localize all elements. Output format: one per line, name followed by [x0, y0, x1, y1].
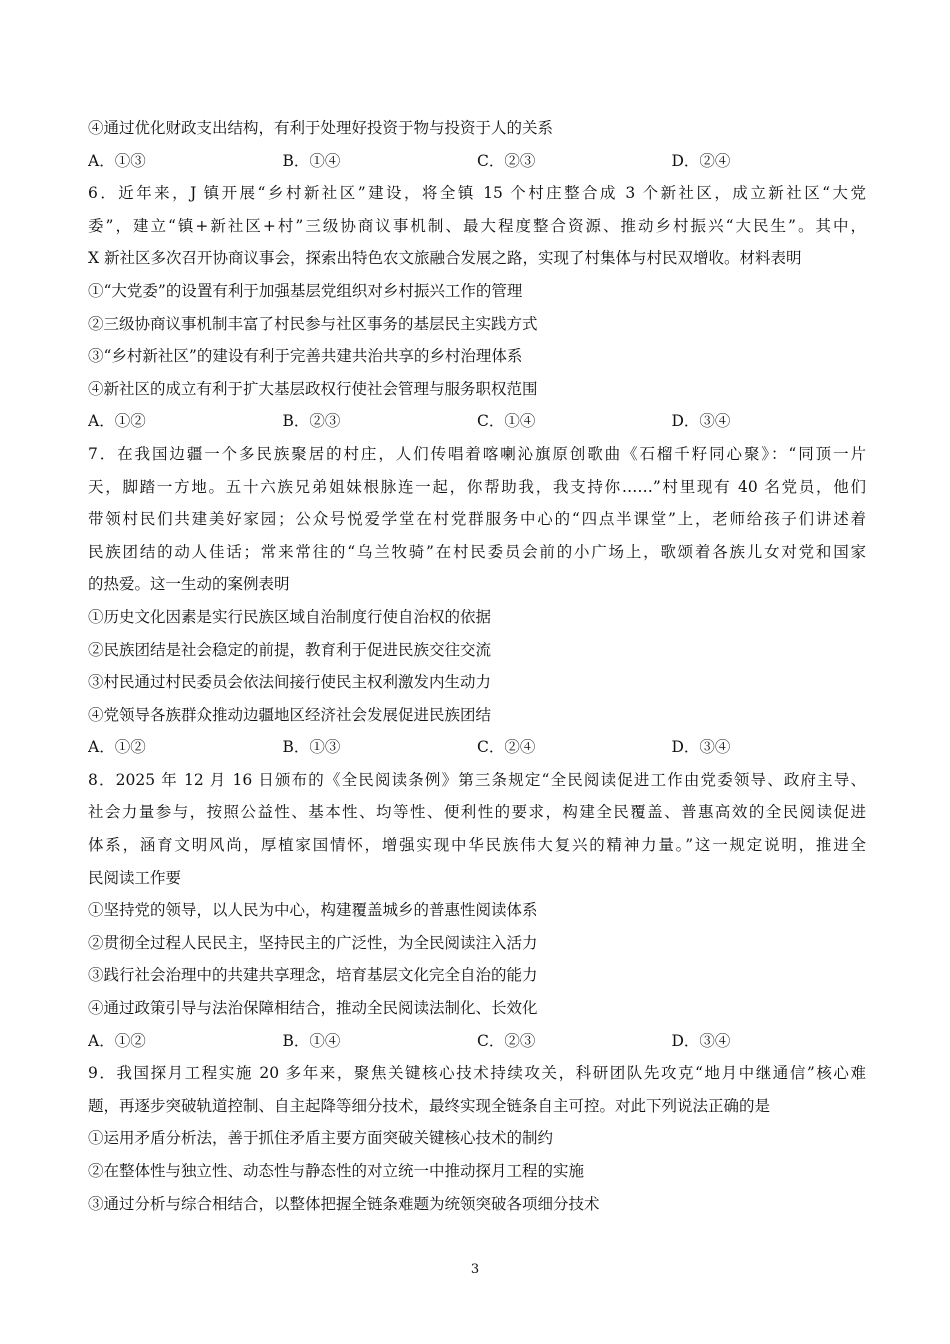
statement: ①运用矛盾分析法，善于抓住矛盾主要方面突破关键核心技术的制约: [88, 1129, 554, 1148]
statement: ②贯彻全过程人民民主，坚持民主的广泛性，为全民阅读注入活力: [88, 933, 538, 952]
option-c: C．①④: [477, 412, 536, 431]
question-8: [88, 764, 866, 1057]
statement: ①历史文化因素是实行民族区域自治制度行使自治权的依据: [88, 607, 492, 626]
options-row: [88, 145, 866, 178]
question-9: [88, 1057, 866, 1220]
statement: ④党领导各族群众推动边疆地区经济社会发展促进民族团结: [88, 705, 492, 724]
options-row: [88, 1025, 866, 1058]
option-d: D．③④: [671, 412, 731, 431]
statement: ③“乡村新社区”的建设有利于完善共建共治共享的乡村治理体系: [88, 347, 523, 366]
options-row: [88, 405, 866, 438]
statement: ③通过分析与综合相结合，以整体把握全链条难题为统领突破各项细分技术: [88, 1194, 600, 1213]
option-b: B．②③: [282, 412, 341, 431]
option-d: D．②④: [671, 151, 731, 170]
question-stem-line: 6．近年来，J 镇开展“乡村新社区”建设，将全镇 15 个村庄整合成 3 个新社区，成立新社区“大党: [88, 184, 866, 203]
question-stem-line: 体系，涵育文明风尚，厚植家国情怀，增强实现中华民族伟大复兴的精神力量。”这一规定说明，推进全: [88, 836, 866, 855]
statement: ③村民通过村民委员会依法间接行使民主权利激发内生动力: [88, 673, 492, 692]
question-stem-line: 的热爱。这一生动的案例表明: [88, 575, 290, 594]
question-stem-line: 7．在我国边疆一个多民族聚居的村庄，人们传唱着喀喇沁旗原创歌曲《石榴千籽同心聚》：“同顶一片: [88, 444, 866, 463]
question-stem-line: 9．我国探月工程实施 20 多年来，聚焦关键核心技术持续攻关，科研团队先攻克“地月中继通信”核心难: [88, 1064, 866, 1083]
option-a: A．①②: [88, 738, 146, 757]
question-7: [88, 438, 866, 764]
question-stem-line: 民阅读工作要: [88, 868, 182, 887]
option-d: D．③④: [671, 1031, 731, 1050]
options-row: [88, 731, 866, 764]
question-stem-line: 委”，建立“镇+新社区+村”三级协商议事机制、最大程度整合资源、推动乡村振兴“大民生”。其中，: [88, 216, 866, 235]
statement: ②民族团结是社会稳定的前提，教育利于促进民族交往交流: [88, 640, 492, 659]
option-a: A．①②: [88, 412, 146, 431]
question-stem-line: 天，脚踏一方地。五十六族兄弟姐妹根脉连一起，你帮助我，我支持你……”村里现有 40 名党员，他们: [88, 477, 866, 496]
question-6: [88, 177, 866, 438]
question-stem-line: 题，再逐步突破轨道控制、自主起降等细分技术，最终实现全链条自主可控。对此下列说法正确的是: [88, 1096, 771, 1115]
statement: ②三级协商议事机制丰富了村民参与社区事务的基层民主实践方式: [88, 314, 538, 333]
option-c: C．②③: [477, 1031, 536, 1050]
option-b: B．①④: [282, 151, 341, 170]
page-number: 3: [470, 1262, 480, 1277]
option-c: C．②④: [477, 738, 536, 757]
question-stem-line: 民族团结的动人佳话；常来常往的“乌兰牧骑”在村民委员会前的小广场上，歌颂着各族儿女对党和国家: [88, 542, 866, 561]
question-stem-line: X 新社区多次召开协商议事会，探索出特色农文旅融合发展之路，实现了村集体与村民双增收。材料表明: [88, 249, 802, 268]
statement: ②在整体性与独立性、动态性与静态性的对立统一中推动探月工程的实施: [88, 1162, 585, 1180]
option-c: C．②③: [477, 151, 536, 170]
statement: ③践行社会治理中的共建共享理念，培育基层文化完全自治的能力: [88, 966, 538, 985]
statement: ④通过优化财政支出结构，有利于处理好投资于物与投资于人的关系: [88, 119, 554, 137]
statement: ①坚持党的领导，以人民为中心，构建覆盖城乡的普惠性阅读体系: [88, 901, 538, 920]
statement: ④通过政策引导与法治保障相结合，推动全民阅读法制化、长效化: [88, 999, 538, 1018]
option-b: B．①④: [282, 1031, 341, 1050]
option-d: D．③④: [671, 738, 731, 757]
page-content: [88, 112, 866, 1220]
option-a: A．①②: [88, 1031, 146, 1050]
statement: ④新社区的成立有利于扩大基层政权行使社会管理与服务职权范围: [88, 379, 538, 398]
question-stem-line: 带领村民们共建美好家园；公众号悦爱学堂在村党群服务中心的“四点半课堂”上，老师给孩子们讲述着: [88, 510, 866, 529]
statement: ①“大党委”的设置有利于加强基层党组织对乡村振兴工作的管理: [88, 281, 523, 300]
question-stem-line: 8．2025 年 12 月 16 日颁布的《全民阅读条例》第三条规定“全民阅读促进工作由党委领导、政府主导、: [88, 770, 866, 789]
option-a: A．①③: [88, 151, 146, 170]
question-stem-line: 社会力量参与，按照公益性、基本性、均等性、便利性的要求，构建全民覆盖、普惠高效的全民阅读促进: [88, 803, 866, 822]
option-b: B．①③: [282, 738, 341, 757]
